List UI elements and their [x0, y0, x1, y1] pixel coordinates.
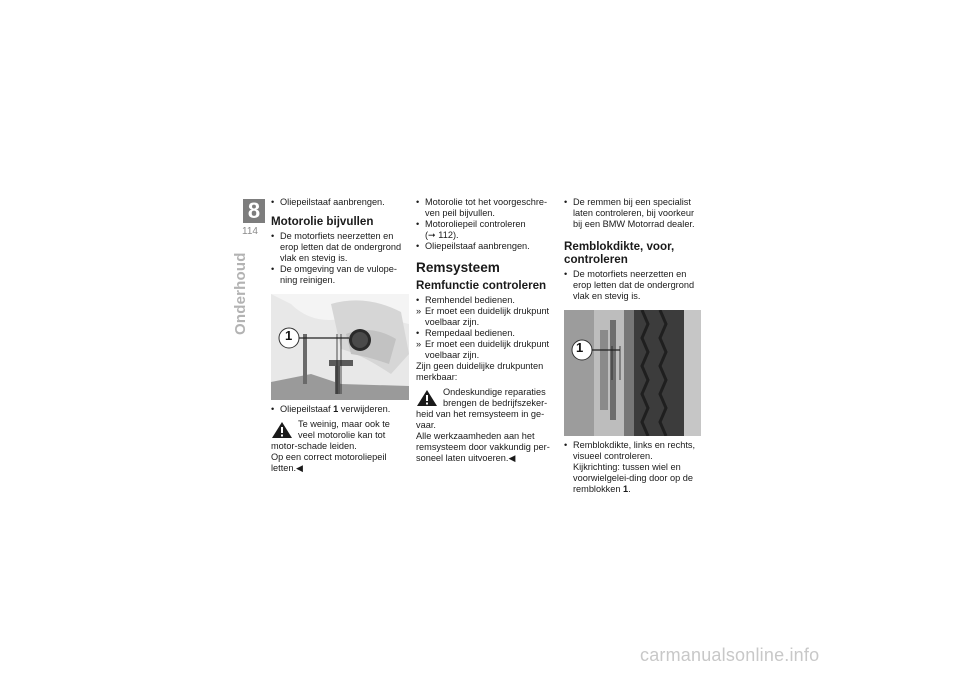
heading-motorolie-bijvullen: Motorolie bijvullen	[271, 215, 374, 228]
oil-filler-illustration	[271, 294, 409, 400]
column-1	[271, 197, 409, 474]
list-item: • De remmen bij een specialist laten controleren, bij voorkeur bij een BMW Motorrad dealer.	[564, 197, 695, 229]
column-3	[564, 197, 702, 495]
list-item: • De motorfiets neerzetten en erop letten dat de ondergrond vlak en stevig is.	[564, 269, 695, 301]
list-item: • Remhendel bedienen.	[416, 295, 515, 305]
heading-remfunctie-controleren: Remfunctie controleren	[416, 279, 547, 292]
list-item: • Remblokdikte, links en rechts, visueel controleren. Kijkrichting: tussen wiel en voorwielgelei-ding door op de remblokken 1.	[564, 440, 696, 494]
warning-block: Ondeskundige reparaties brengen de bedrijfszeker-heid van het remsysteem in ge-vaar.	[416, 387, 548, 430]
paragraph: Zijn geen duidelijke drukpunten merkbaar:	[416, 361, 544, 382]
list-item: • Oliepeilstaaf aanbrengen.	[271, 197, 385, 207]
heading-remsysteem: Remsysteem	[416, 260, 500, 275]
list-item: • De motorfiets neerzetten en erop letten dat de ondergrond vlak en stevig is.	[271, 231, 402, 263]
photo-brake-pads	[564, 310, 701, 436]
warning-triangle-icon	[271, 421, 293, 439]
watermark: carmanualsonline.info	[640, 645, 820, 665]
list-item: » Er moet een duidelijk drukpunt voelbaar zijn.	[416, 339, 550, 360]
warning-triangle-icon	[416, 389, 438, 407]
list-item: • Motoroliepeil controleren (➞ 112).	[416, 219, 526, 240]
list-item: • Oliepeilstaaf 1 verwijderen.	[271, 404, 391, 414]
paragraph: Alle werkzaamheden aan het remsysteem door vakkundig per-soneel laten uitvoeren.◀	[416, 431, 550, 463]
page-number: 114	[242, 226, 258, 237]
column-2	[416, 197, 554, 464]
callout-1: 1	[285, 328, 293, 343]
photo-oil-dipstick	[271, 294, 409, 400]
list-item: • Rempedaal bedienen.	[416, 328, 515, 338]
chapter-number: 8	[243, 199, 265, 223]
warning-block: Te weinig, maar ook te veel motorolie kan tot motor-schade leiden.	[271, 419, 390, 451]
section-title-vertical: Onderhoud	[232, 252, 249, 335]
list-item: • Motorolie tot het voorgeschre-ven peil bijvullen.	[416, 197, 548, 218]
brake-pads-illustration	[564, 310, 701, 436]
list-item: • Oliepeilstaaf aanbrengen.	[416, 241, 530, 251]
list-item: » Er moet een duidelijk drukpunt voelbaar zijn.	[416, 306, 550, 327]
heading-remblokdikte: Remblokdikte, voor, controleren	[564, 240, 675, 266]
note-text: Op een correct motoroliepeil letten.◀	[271, 452, 387, 473]
callout-1: 1	[576, 340, 584, 355]
list-item: • De omgeving van de vulope-ning reinigen.	[271, 264, 397, 285]
